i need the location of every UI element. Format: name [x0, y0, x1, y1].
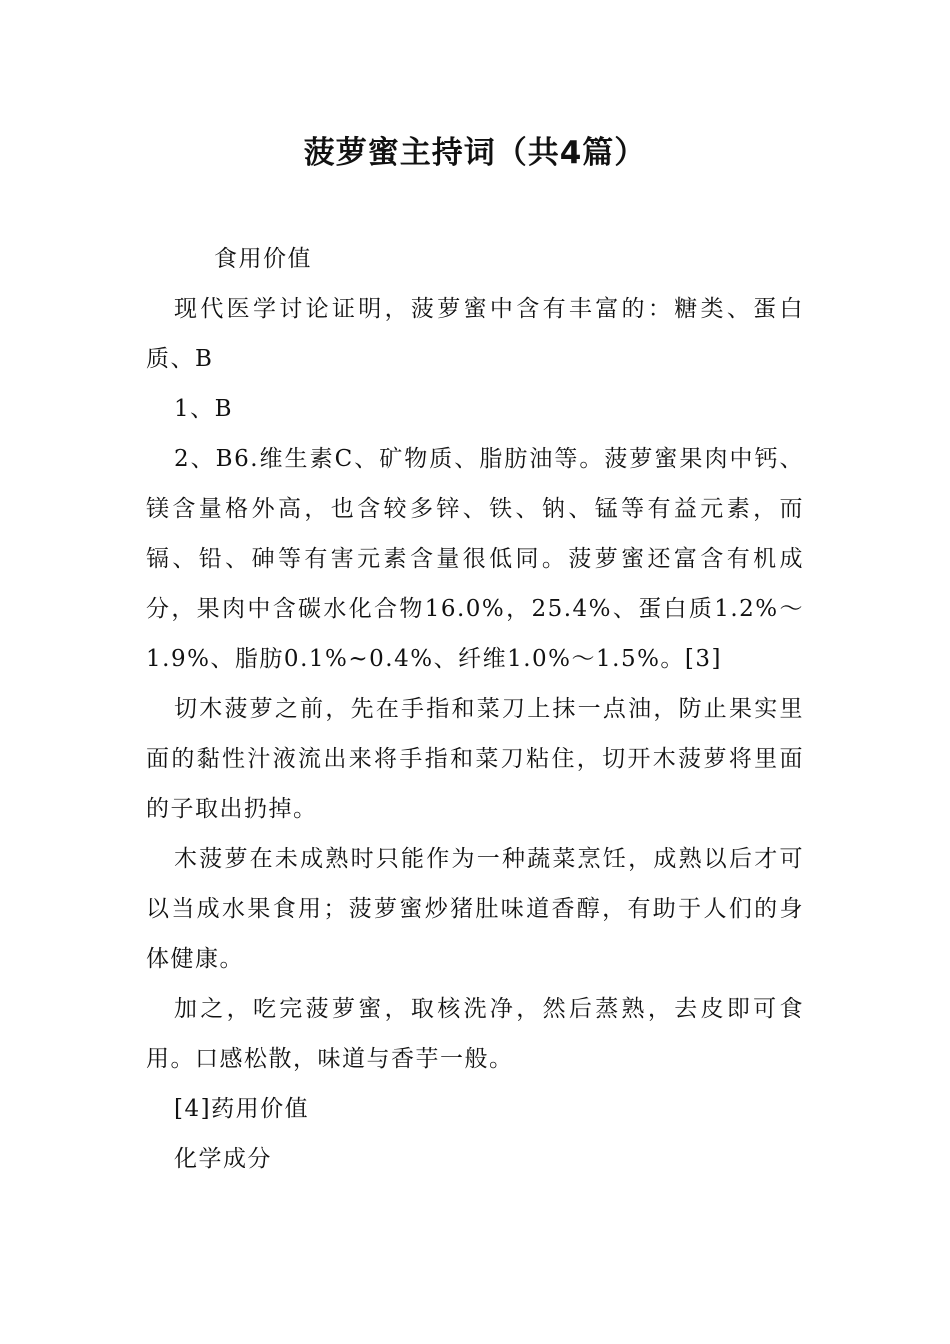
document-body	[146, 234, 804, 1184]
paragraph-nutrients-intro: 现代医学讨论证明，菠萝蜜中含有丰富的：糖类、蛋白质、B	[146, 296, 804, 372]
paragraph-cutting-tips: 切木菠萝之前，先在手指和菜刀上抹一点油，防止果实里面的黏性汁液流出来将手指和菜刀粘住，切开木菠萝将里面的子取出扔掉。	[146, 696, 804, 822]
paragraph-item-2: 2、B6.维生素C、矿物质、脂肪油等。菠萝蜜果肉中钙、镁含量格外高，也含较多锌、铁、钠、锰等有益元素，而镉、铅、砷等有害元素含量很低同。菠萝蜜还富含有机成分，果肉中含碳水化合物16.0%，25.4%、蛋白质1.2%～1.9%、脂肪0.1%~0.4%、纤维1.0%～1.5%。[3]	[146, 446, 804, 672]
paragraph-seeds: 加之，吃完菠萝蜜，取核洗净，然后蒸熟，去皮即可食用。口感松散，味道与香芋一般。	[146, 996, 804, 1072]
document-title: 菠萝蜜主持词（共4篇）	[303, 135, 647, 171]
section-heading-medicinal-value: [4]药用价值	[174, 1096, 310, 1122]
section-heading-edible-value: 食用价值	[214, 246, 312, 272]
section-heading-chemical-components: 化学成分	[174, 1146, 272, 1172]
paragraph-item-1: 1、B	[174, 396, 234, 422]
paragraph-cooking: 木菠萝在未成熟时只能作为一种蔬菜烹饪，成熟以后才可以当成水果食用；菠萝蜜炒猪肚味道香醇，有助于人们的身体健康。	[146, 846, 804, 972]
